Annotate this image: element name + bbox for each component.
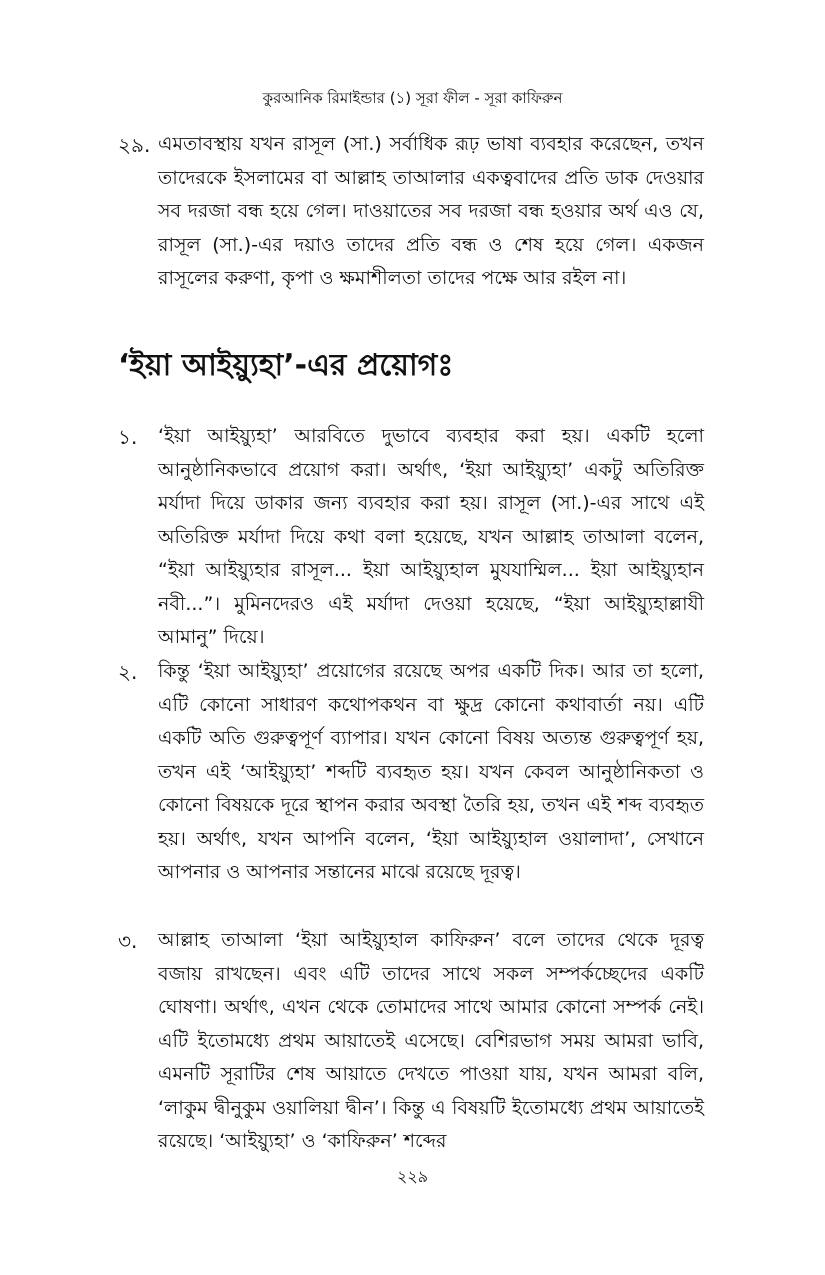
- list-item-29: [118, 128, 704, 296]
- item-number: ২.: [118, 660, 138, 684]
- section-heading: ‘ইয়া আইয়্যুহা’-এর প্রয়োগঃ: [118, 348, 454, 383]
- item-number: ৩.: [118, 929, 138, 953]
- running-header: কুরআনিক রিমাইন্ডার (১) সূরা ফীল - সূরা কাফিরুন: [262, 89, 563, 107]
- list-item-2: [118, 655, 704, 890]
- item-text: এমতাবস্থায় যখন রাসূল (সা.) সর্বাধিক রূঢ় ভাষা ব্যবহার করেছেন, তখন তাদেরকে ইসলামের বা আল্লাহ তাআলার একত্ববাদের প্রতি ডাক দেওয়ার সব দরজা বন্ধ হয়ে গেল। দাওয়াতের সব দরজা বন্ধ হওয়ার অর্থ এও যে, রাসূল (সা.)-এর দয়াও তাদের প্রতি বন্ধ ও শেষ হয়ে গেল। একজন রাসূলের করুণা, কৃপা ও ক্ষমাশীলতা তাদের পক্ষে আর রইল না।: [158, 133, 704, 289]
- list-item-1: [118, 420, 704, 655]
- page-number: ২২৯: [396, 1167, 429, 1186]
- item-text: আল্লাহ তাআলা ‘ইয়া আইয়্যুহাল কাফিরুন’ বলে তাদের থেকে দূরত্ব বজায় রাখছেন। এবং এটি তাদের সাথে সকল সম্পর্কচ্ছেদের একটি ঘোষণা। অর্থাৎ, এখন থেকে তোমাদের সাথে আমার কোনো সম্পর্ক নেই। এটি ইতোমধ্যে প্রথম আয়াতেই এসেছে। বেশিরভাগ সময় আমরা ভাবি, এমনটি সূরাটির শেষ আয়াতে দেখতে পাওয়া যায়, যখন আমরা বলি, ‘লাকুম দ্বীনুকুম ওয়ালিয়া দ্বীন’। কিন্তু এ বিষয়টি ইতোমধ্যে প্রথম আয়াতেই রয়েছে। ‘আইয়্যুহা’ ও ‘কাফিরুন’ শব্দের: [158, 929, 704, 1152]
- item-text: কিন্তু ‘ইয়া আইয়্যুহা’ প্রয়োগের রয়েছে অপর একটি দিক। আর তা হলো, এটি কোনো সাধারণ কথোপকথন বা ক্ষুদ্র কোনো কথাবার্তা নয়। এটি একটি অতি গুরুত্বপূর্ণ ব্যাপার। যখন কোনো বিষয় অত্যন্ত গুরুত্বপূর্ণ হয়, তখন এই ‘আইয়্যুহা’ শব্দটি ব্যবহৃত হয়। যখন কেবল আনুষ্ঠানিকতা ও কোনো বিষয়কে দূরে স্থাপন করার অবস্থা তৈরি হয়, তখন এই শব্দ ব্যবহৃত হয়। অর্থাৎ, যখন আপনি বলেন, ‘ইয়া আইয়্যুহাল ওয়ালাদা’, সেখানে আপনার ও আপনার সন্তানের মাঝে রয়েছে দূরত্ব।: [158, 660, 704, 883]
- list-item-3: [118, 924, 704, 1159]
- item-text: ‘ইয়া আইয়্যুহা’ আরবিতে দুভাবে ব্যবহার করা হয়। একটি হলো আনুষ্ঠানিকভাবে প্রয়োগ করা। অর্থাৎ, ‘ইয়া আইয়্যুহা’ একটু অতিরিক্ত মর্যাদা দিয়ে ডাকার জন্য ব্যবহার করা হয়। রাসূল (সা.)-এর সাথে এই অতিরিক্ত মর্যাদা দিয়ে কথা বলা হয়েছে, যখন আল্লাহ তাআলা বলেন, “ইয়া আইয়্যুহার রাসূল... ইয়া আইয়্যুহাল মুযযাম্মিল... ইয়া আইয়্যুহান নবী...”। মুমিনদেরও এই মর্যাদা দেওয়া হয়েছে, “ইয়া আইয়্যুহাল্লাযী আমানু” দিয়ে।: [158, 425, 704, 648]
- item-number: ২৯.: [118, 133, 151, 157]
- item-number: ১.: [118, 425, 138, 449]
